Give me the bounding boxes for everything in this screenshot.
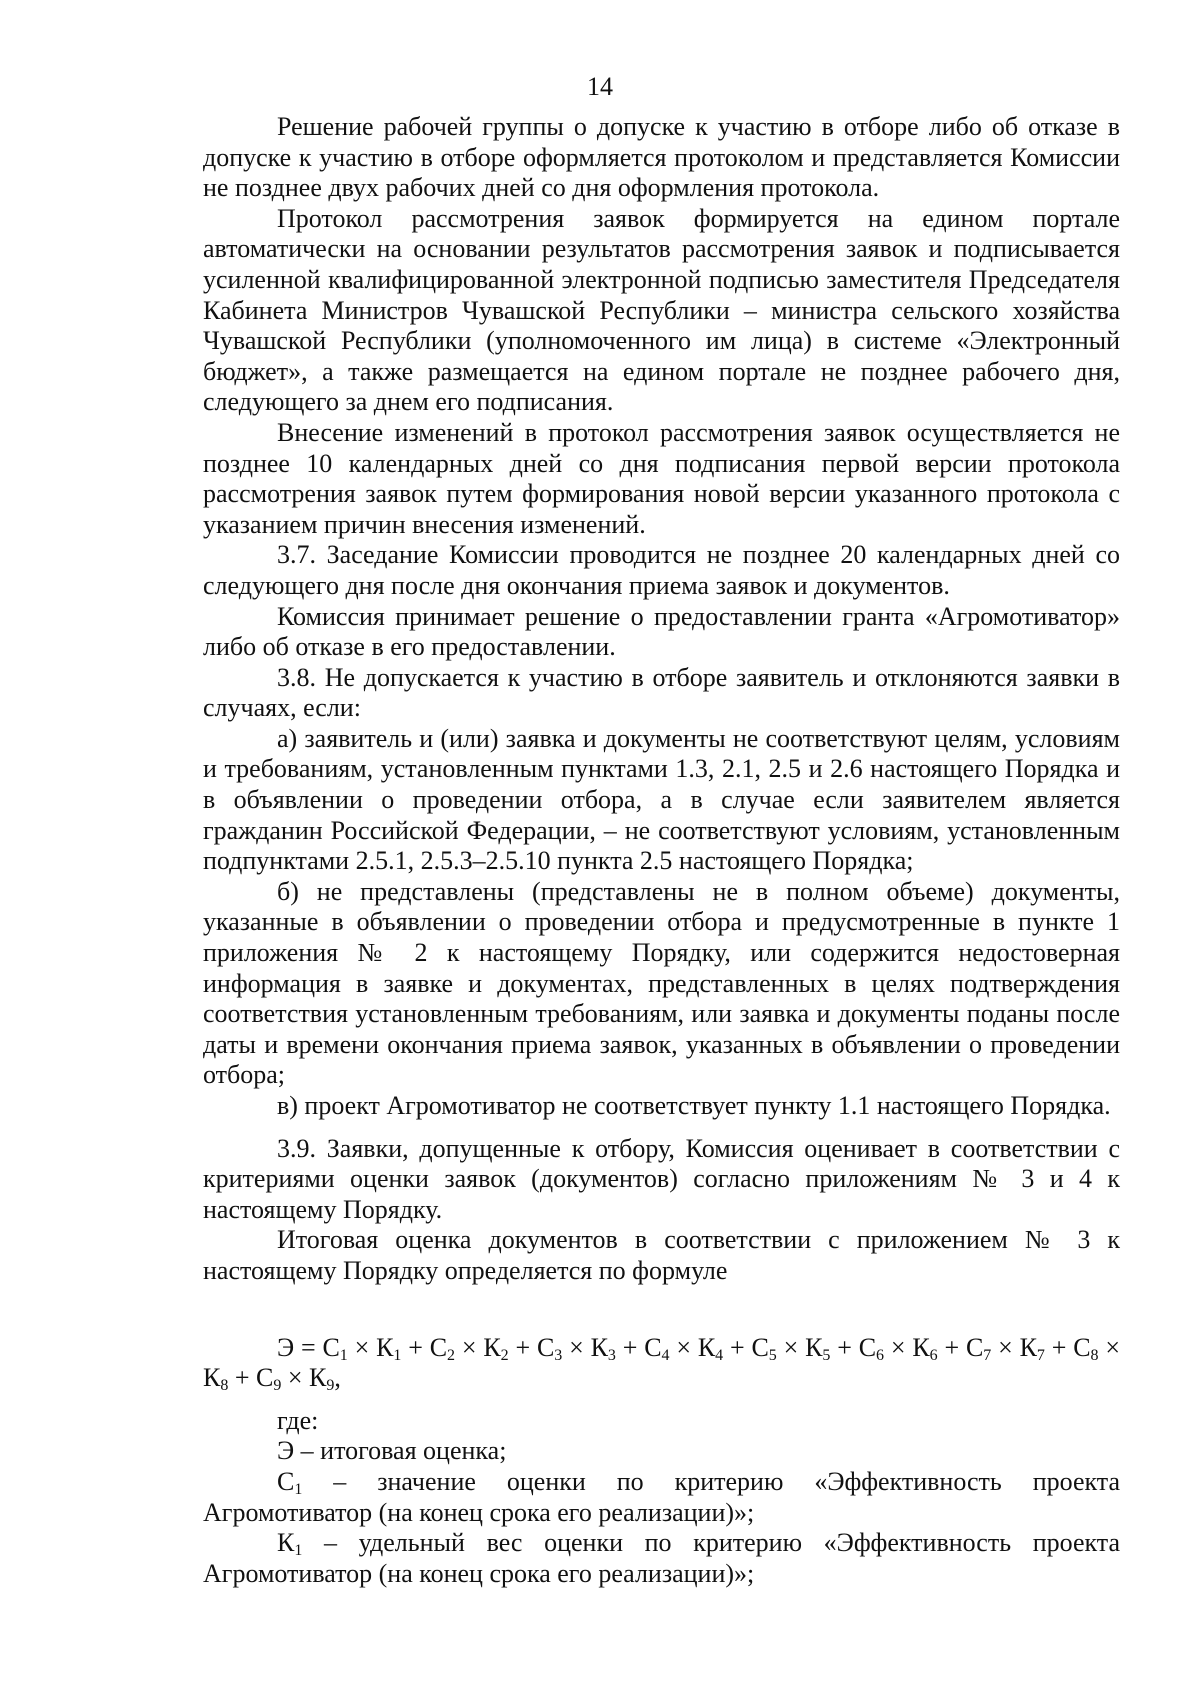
formula-c-index: 9 — [273, 1377, 282, 1395]
formula-plus: + — [615, 1332, 645, 1362]
definition-c1 — [203, 1467, 1120, 1528]
paragraph-case-b: б) не представлены (представлены не в полном объеме) документы, указанные в объявлении о проведении отбора и предусмотренные в пункте 1 приложения № 2 к настоящему Порядку, или содержится недостоверная информация в заявке и документах, представленных в целях подтверждения соответствия установленным требованиям, или заявка и документы поданы после даты и времени окончания приема заявок, указанных в объявлении о проведении отбора; — [203, 876, 1120, 1090]
paragraph-3-7-commission-meeting: 3.7. Заседание Комиссии проводится не позднее 20 календарных дней со следующего дня после дня окончания приема заявок и документов. — [203, 540, 1120, 600]
formula-end: , — [334, 1363, 341, 1393]
formula-k-index: 9 — [326, 1377, 335, 1395]
formula-k-index: 6 — [929, 1346, 938, 1364]
formula-c-index: 1 — [339, 1346, 348, 1364]
formula-times: × — [455, 1332, 484, 1362]
formula-c-symbol: С — [536, 1332, 555, 1362]
document-body — [203, 112, 1120, 1589]
c1-symbol: С — [277, 1466, 295, 1496]
formula-times: × — [884, 1332, 913, 1362]
paragraph-final-score-intro: Итоговая оценка документов в соответствии с приложением № 3 к настоящему Порядку определяется по формуле — [203, 1225, 1120, 1285]
formula-k-symbol: К — [590, 1332, 608, 1362]
formula-c-index: 2 — [447, 1346, 456, 1364]
formula-plus: + — [830, 1332, 859, 1362]
k1-index: 1 — [294, 1542, 303, 1560]
formula-k-symbol: К — [483, 1332, 501, 1362]
paragraph-case-v: в) проект Агромотиватор не соответствует пункту 1.1 настоящего Порядка. — [277, 1091, 1111, 1120]
k1-text: – удельный вес оценки по критерию «Эффективность проекта Агромотиватор (на конец срока его реализации)»; — [203, 1528, 1120, 1588]
formula-times: × — [281, 1363, 310, 1393]
formula-plus: + — [508, 1332, 537, 1362]
definitions-where: где: — [277, 1405, 319, 1435]
formula-k-symbol: К — [203, 1363, 221, 1393]
paragraph-commission-decision: Комиссия принимает решение о предоставлении гранта «Агромотиватор» либо об отказе в его предоставлении. — [203, 601, 1120, 662]
formula-times: × — [669, 1332, 698, 1362]
formula-times: × — [347, 1332, 377, 1362]
paragraph-working-group-decision: Решение рабочей группы о допуске к участию в отборе либо об отказе в допуске к участию в отборе оформляется протоколом и представляется Комиссии не позднее двух рабочих дней со дня оформления протокола. — [203, 112, 1120, 203]
formula-times: × — [562, 1332, 591, 1362]
formula-c-symbol: С — [644, 1332, 662, 1362]
definition-k1 — [203, 1528, 1120, 1589]
formula-k-index: 4 — [715, 1346, 724, 1364]
formula-plus: + — [723, 1332, 752, 1362]
formula-k-symbol: К — [1019, 1332, 1037, 1362]
formula-c-symbol: С — [858, 1332, 877, 1362]
formula-lhs: Э = — [277, 1332, 323, 1362]
paragraph-case-a: а) заявитель и (или) заявка и документы не соответствуют целям, условиям и требованиям, установленным пунктами 1.3, 2.1, 2.5 и 2.6 настоящего Порядка и в объявлении о проведении отбора, а в случае если заявителем является гражданин Российской Федерации, – не соответствуют условиям, установленным подпунктами 2.5.1, 2.5.3–2.5.10 пункта 2.5 настоящего Порядка; — [203, 723, 1120, 876]
formula-plus: + — [228, 1363, 257, 1393]
paragraph-protocol-formation: Протокол рассмотрения заявок формируется на едином портале автоматически на основании результатов рассмотрения заявок и подписывается усиленной квалифицированной электронной подписью заместителя Председателя Кабинета Министров Чувашской Республики – министра сельского хозяйства Чувашской Республики (уполномоченного им лица) в системе «Электронный бюджет», а также размещается на едином портале не позднее рабочего дня, следующего за днем его подписания. — [203, 203, 1120, 417]
formula-c-index: 5 — [768, 1346, 777, 1364]
paragraph-3-8-rejection-cases: 3.8. Не допускается к участию в отборе заявитель и отклоняются заявки в случаях, если: — [203, 662, 1120, 723]
formula-c-symbol: С — [256, 1363, 274, 1393]
formula-times: × — [776, 1332, 806, 1362]
k1-symbol: К — [277, 1528, 295, 1558]
formula-k-symbol: К — [309, 1363, 327, 1393]
formula-c-index: 3 — [554, 1346, 563, 1364]
paragraph-protocol-changes: Внесение изменений в протокол рассмотрения заявок осуществляется не позднее 10 календарных дней со дня подписания первой версии протокола рассмотрения заявок путем формирования новой версии указанного протокола с указанием причин внесения изменений. — [203, 417, 1120, 539]
formula-plus: + — [937, 1332, 966, 1362]
formula-k-symbol: К — [912, 1332, 930, 1362]
formula-c-index: 4 — [661, 1346, 670, 1364]
formula-k-index: 7 — [1036, 1346, 1045, 1364]
formula-k-index: 3 — [607, 1346, 616, 1364]
formula-c-symbol: С — [322, 1332, 340, 1362]
formula-c-symbol: С — [1073, 1332, 1091, 1362]
formula-k-index: 2 — [500, 1346, 509, 1364]
page-number: 14 — [587, 72, 613, 101]
formula-c-symbol: С — [429, 1332, 448, 1362]
formula-k-index: 1 — [393, 1346, 402, 1364]
formula-c-index: 7 — [983, 1346, 992, 1364]
formula-c-symbol: С — [965, 1332, 984, 1362]
formula-times: × — [1098, 1332, 1120, 1362]
c1-index: 1 — [294, 1480, 303, 1498]
formula-k-symbol: К — [805, 1332, 823, 1362]
formula-k-index: 5 — [822, 1346, 831, 1364]
score-formula — [203, 1333, 1120, 1394]
formula-c-index: 8 — [1090, 1346, 1099, 1364]
formula-k-index: 8 — [220, 1377, 229, 1395]
formula-times: × — [991, 1332, 1020, 1362]
formula-k-symbol: К — [697, 1332, 716, 1362]
c1-text: – значение оценки по критерию «Эффективность проекта Агромотиватор (на конец срока его реализации)»; — [203, 1466, 1120, 1527]
formula-c-index: 6 — [876, 1346, 885, 1364]
definition-e: Э – итоговая оценка; — [277, 1436, 507, 1466]
formula-k-symbol: К — [376, 1332, 394, 1362]
paragraph-3-9-evaluation: 3.9. Заявки, допущенные к отбору, Комиссия оценивает в соответствии с критериями оценки заявок (документов) согласно приложениям № 3 и 4 к настоящему Порядку. — [203, 1133, 1120, 1224]
formula-c-symbol: С — [751, 1332, 769, 1362]
formula-plus: + — [1044, 1332, 1074, 1362]
formula-plus: + — [401, 1332, 430, 1362]
